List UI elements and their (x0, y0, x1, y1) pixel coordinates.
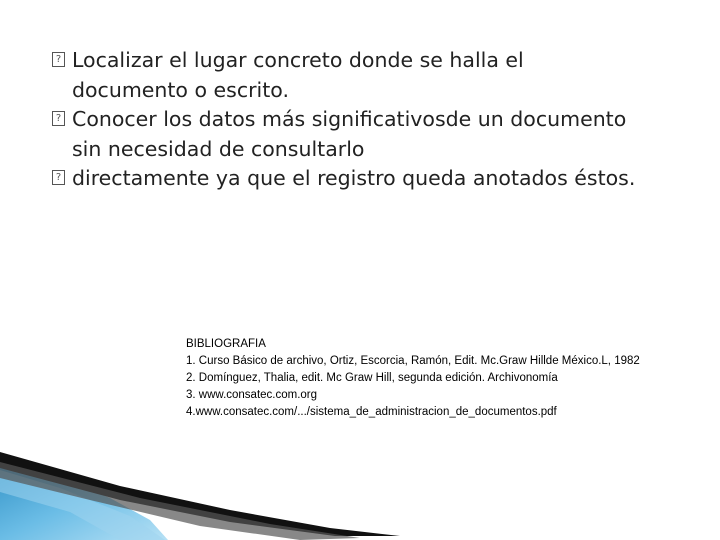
bibliography-entry: 3. www.consatec.com.org (186, 389, 318, 401)
bibliography-entry: 2. Domínguez, Thalia, edit. Mc Graw Hill, segunda edición. Archivonomía (186, 372, 558, 384)
bullet-text: Localizar el lugar concreto donde se halla el (72, 48, 524, 72)
bibliography-heading: BIBLIOGRAFIA (186, 338, 266, 350)
bibliography-entry: 4.www.consatec.com/.../sistema_de_administracion_de_documentos.pdf (186, 406, 557, 418)
bullet-box-icon: ? (52, 111, 65, 126)
bullet-text: directamente ya que el registro queda anotados éstos. (72, 166, 636, 190)
bullet-box-icon: ? (52, 170, 65, 185)
bullet-box-icon: ? (52, 52, 65, 67)
bullet-text: sin necesidad de consultarlo (72, 136, 365, 161)
bullet-text: documento o escrito. (72, 77, 289, 102)
bibliography-entry: 1. Curso Básico de archivo, Ortiz, Escorcia, Ramón, Edit. Mc.Graw Hillde México.L, 1982 (186, 355, 640, 367)
bullet-text: Conocer los datos más significativosde un documento (72, 107, 627, 131)
